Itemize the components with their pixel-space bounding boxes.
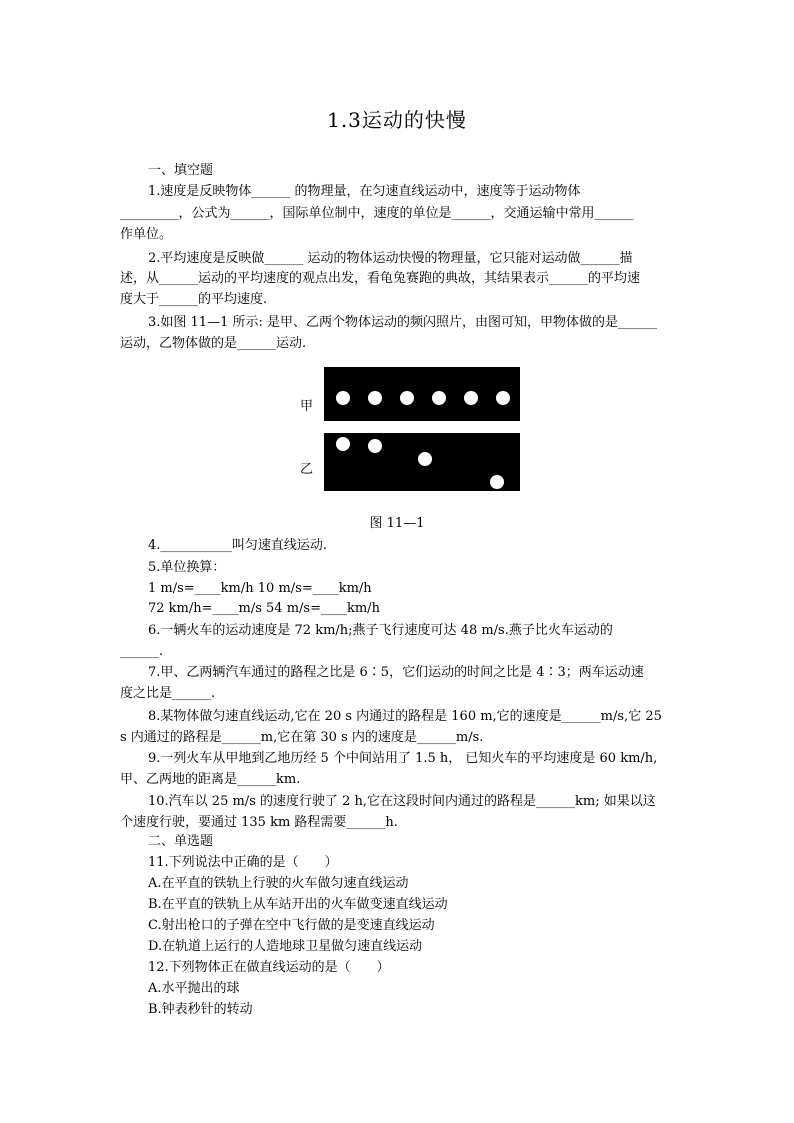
text-line: 一、填空题 <box>148 163 214 178</box>
text-line: D.在轨道上运行的人造地球卫星做匀速直线运动 <box>148 939 423 954</box>
text-line: 2.平均速度是反映做______ 运动的物体运动快慢的物理量，它只能对运动做______描 <box>148 251 633 266</box>
text-line: C.射出枪口的子弹在空中飞行做的是变速直线运动 <box>148 918 435 933</box>
text-line: 8.某物体做匀速直线运动,它在 20 s 内通过的路程是 160 m,它的速度是______m/s,它 25 <box>148 709 662 724</box>
dot <box>464 391 478 405</box>
figure-caption: 图 11—1 <box>369 516 425 531</box>
dot <box>336 437 350 451</box>
text-line: 个速度行驶，要通过 135 km 路程需要______h. <box>120 815 398 830</box>
text-line: 度之比是______. <box>120 686 216 701</box>
text-line: 1 m/s=____km/h 10 m/s=____km/h <box>148 581 372 596</box>
text-line: 述，从______运动的平均速度的观点出发，看龟兔赛跑的典故，其结果表示______的平均速 <box>120 271 641 286</box>
text-line: 6.一辆火车的运动速度是 72 km/h;燕子飞行速度可达 48 m/s.燕子比火车运动的 <box>148 623 613 638</box>
dot <box>336 391 350 405</box>
text-line: 4.___________叫匀速直线运动. <box>148 538 328 553</box>
text-line: 作单位。 <box>120 227 173 242</box>
dot <box>496 391 510 405</box>
text-line: 度大于______的平均速度. <box>120 292 268 307</box>
text-line: 二、单选题 <box>148 834 214 849</box>
text-line: 12.下列物体正在做直线运动的是（ ） <box>148 960 390 975</box>
text-line: 1.速度是反映物体______ 的物理量，在匀速直线运动中，速度等于运动物体 <box>148 184 581 199</box>
dot <box>368 391 382 405</box>
text-line: A.在平直的铁轨上行驶的火车做匀速直线运动 <box>148 876 409 891</box>
label-jia: 甲 <box>300 399 314 414</box>
label-yi: 乙 <box>300 462 314 477</box>
text-line: 7.甲、乙两辆汽车通过的路程之比是 6∶5，它们运动的时间之比是 4∶3；两车运动速 <box>148 665 644 680</box>
strobe-photo-figure <box>300 365 530 495</box>
text-line: 11.下列说法中正确的是（ ） <box>148 855 338 870</box>
text-line: 9.一列火车从甲地到乙地历经 5 个中间站用了 1.5 h， 已知火车的平均速度是 60 km/h, <box>148 751 658 766</box>
strobe-strip-jia <box>324 367 520 421</box>
text-line: 甲、乙两地的距离是______km. <box>120 772 301 787</box>
dot <box>368 439 382 453</box>
text-line: s 内通过的路程是______m,它在第 30 s 内的速度是______m/s. <box>120 730 484 745</box>
text-line: _________，公式为______，国际单位制中，速度的单位是______，交通运输中常用______ <box>120 206 634 221</box>
page-title: 1.3运动的快慢 <box>327 108 467 132</box>
text-line: 3.如图 11—1 所示: 是甲、乙两个物体运动的频闪照片，由图可知，甲物体做的是______ <box>148 315 657 330</box>
text-line: B.在平直的铁轨上从车站开出的火车做变速直线运动 <box>148 897 448 912</box>
dot <box>490 475 504 489</box>
text-line: 10.汽车以 25 m/s 的速度行驶了 2 h,它在这段时间内通过的路程是______km; 如果以这 <box>148 794 656 809</box>
strobe-strip-yi <box>324 433 520 491</box>
dot <box>418 452 432 466</box>
text-line: 运动，乙物体做的是______运动. <box>120 336 307 351</box>
dot <box>400 391 414 405</box>
dot <box>432 391 446 405</box>
text-line: A.水平抛出的球 <box>148 981 240 996</box>
text-line: 5.单位换算： <box>148 560 226 575</box>
text-line: 72 km/h=____m/s 54 m/s=____km/h <box>148 601 380 616</box>
text-line: B.钟表秒针的转动 <box>148 1002 253 1017</box>
text-line: ______. <box>120 644 164 659</box>
